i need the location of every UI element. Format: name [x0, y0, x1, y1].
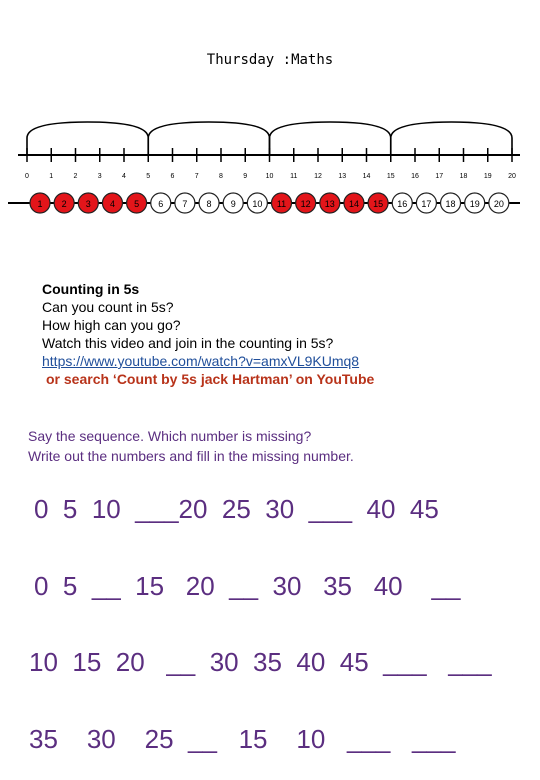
tick-label-7: 7 [194, 173, 199, 180]
bead-label-15: 15 [373, 199, 384, 209]
jump-arc-3 [270, 122, 391, 155]
bead-label-18: 18 [445, 199, 456, 209]
bead-label-3: 3 [85, 199, 91, 209]
number-line [0, 110, 540, 220]
tick-label-20: 20 [508, 173, 516, 180]
tick-label-12: 12 [314, 173, 322, 180]
jump-arc-4 [391, 122, 512, 155]
tick-label-5: 5 [146, 173, 151, 180]
jump-arc-2 [148, 122, 269, 155]
bead-label-8: 8 [206, 199, 212, 209]
bead-label-9: 9 [230, 199, 236, 209]
bead-label-4: 4 [109, 199, 115, 209]
sequence-1: 0 5 10 ___20 25 30 ___ 40 45 [34, 494, 439, 524]
bead-label-14: 14 [348, 199, 359, 209]
info-line-1: Can you count in 5s? [42, 299, 174, 315]
jump-arc-1 [27, 122, 148, 155]
instructions [28, 426, 354, 466]
tick-label-1: 1 [49, 173, 54, 180]
info-line-2: How high can you go? [42, 317, 181, 333]
bead-label-11: 11 [276, 199, 287, 209]
sequence-2: 0 5 __ 15 20 __ 30 35 40 __ [34, 571, 461, 601]
bead-label-7: 7 [182, 199, 188, 209]
bead-label-16: 16 [397, 199, 408, 209]
bead-label-2: 2 [61, 199, 67, 209]
sequence-4: 35 30 25 __ 15 10 ___ ___ [29, 724, 456, 754]
bead-label-20: 20 [493, 199, 504, 209]
info-line-3: Watch this video and join in the counting in 5s? [42, 335, 334, 351]
tick-label-17: 17 [435, 173, 444, 180]
page-title: Thursday :Maths [206, 52, 334, 68]
tick-label-14: 14 [362, 173, 371, 180]
info-block [42, 280, 374, 388]
tick-label-3: 3 [97, 173, 102, 180]
sequence-3: 10 15 20 __ 30 35 40 45 ___ ___ [29, 647, 492, 677]
instruction-line-1: Say the sequence. Which number is missing? [28, 428, 312, 444]
tick-label-18: 18 [459, 173, 468, 180]
tick-label-6: 6 [170, 173, 175, 180]
tick-label-0: 0 [25, 173, 29, 180]
info-heading: Counting in 5s [42, 281, 140, 297]
tick-label-10: 10 [265, 173, 274, 180]
tick-label-9: 9 [243, 173, 248, 180]
tick-label-2: 2 [73, 173, 78, 180]
bead-label-1: 1 [37, 199, 43, 209]
search-hint: or search ‘Count by 5s jack Hartman’ on YouTube [46, 371, 375, 387]
tick-label-13: 13 [338, 173, 347, 180]
bead-label-13: 13 [324, 199, 335, 209]
tick-label-4: 4 [122, 173, 126, 180]
number-line-labels [25, 173, 516, 180]
bead-label-17: 17 [421, 199, 432, 209]
bead-label-6: 6 [158, 199, 164, 209]
tick-label-19: 19 [483, 173, 492, 180]
bead-label-19: 19 [469, 199, 480, 209]
tick-label-15: 15 [386, 173, 395, 180]
video-link[interactable]: https://www.youtube.com/watch?v=amxVL9KUmq8 [42, 353, 360, 369]
instruction-line-2: Write out the numbers and fill in the missing number. [28, 448, 354, 464]
bead-label-10: 10 [252, 199, 263, 209]
tick-label-16: 16 [411, 173, 419, 180]
tick-label-8: 8 [219, 173, 223, 180]
tick-label-11: 11 [290, 173, 298, 180]
bead-label-5: 5 [134, 199, 140, 209]
number-line-ticks [27, 148, 512, 162]
bead-label-12: 12 [300, 199, 311, 209]
